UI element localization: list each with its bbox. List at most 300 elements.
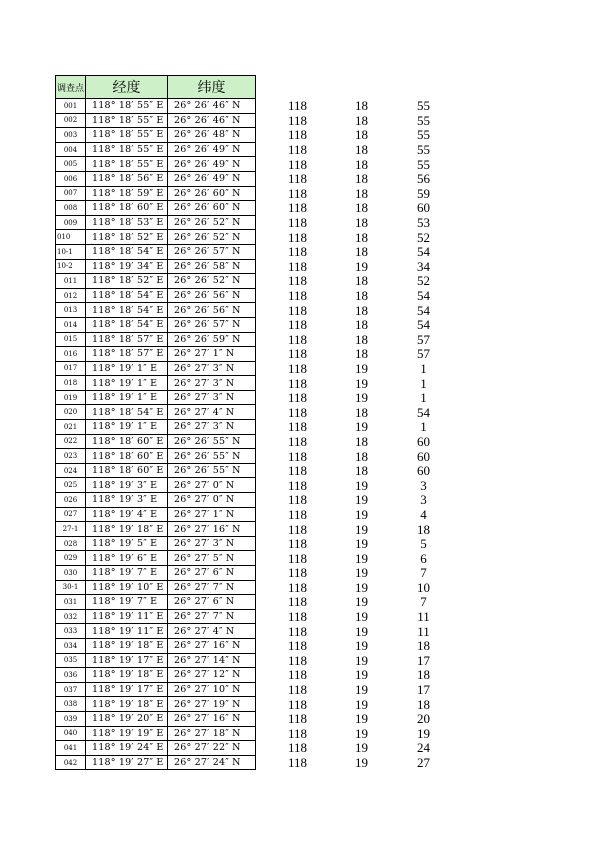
survey-point-id: 006 bbox=[56, 171, 86, 186]
minutes-cell: 19 bbox=[355, 682, 368, 697]
degrees-cell: 118 bbox=[287, 682, 308, 697]
longitude-cell: 118° 18′ 60″ E bbox=[86, 434, 168, 449]
minutes-cell: 19 bbox=[355, 419, 368, 435]
table-row bbox=[56, 522, 454, 537]
spacer-cell bbox=[256, 303, 266, 318]
longitude-cell: 118° 19′ 17″ E bbox=[86, 653, 168, 668]
seconds-cell: 55 bbox=[417, 127, 430, 143]
longitude-cell: 118° 18′ 54″ E bbox=[86, 288, 168, 303]
survey-point-id: 029 bbox=[56, 551, 86, 566]
header-row bbox=[56, 76, 454, 99]
longitude-cell: 118° 19′ 7″ E bbox=[86, 566, 168, 581]
table-row bbox=[56, 551, 454, 566]
seconds-cell: 11 bbox=[417, 623, 430, 639]
seconds-cell: 34 bbox=[417, 259, 430, 274]
latitude-cell: 26° 26′ 56″ N bbox=[168, 288, 256, 303]
minutes-cell: 18 bbox=[355, 127, 368, 143]
longitude-cell: 118° 19′ 18″ E bbox=[86, 638, 168, 653]
longitude-cell: 118° 19′ 6″ E bbox=[86, 551, 168, 566]
spacer-cell bbox=[256, 99, 266, 114]
degrees-cell: 118 bbox=[287, 477, 308, 493]
latitude-cell: 26° 27′ 6″ N bbox=[168, 566, 256, 581]
spacer-cell bbox=[256, 566, 266, 581]
minutes-cell: 19 bbox=[355, 477, 368, 493]
table-row bbox=[56, 668, 454, 683]
longitude-cell: 118° 19′ 5″ E bbox=[86, 536, 168, 551]
degrees-cell: 118 bbox=[287, 142, 308, 157]
table-row bbox=[56, 566, 454, 581]
degrees-cell: 118 bbox=[287, 375, 308, 391]
longitude-cell: 118° 18′ 59″ E bbox=[86, 186, 168, 201]
degrees-cell: 118 bbox=[287, 609, 308, 624]
survey-point-id: 30-1 bbox=[56, 580, 86, 595]
spacer-cell bbox=[256, 755, 266, 770]
survey-point-id: 008 bbox=[56, 201, 86, 216]
minutes-cell: 19 bbox=[355, 390, 368, 405]
degrees-cell: 118 bbox=[287, 696, 308, 712]
spacer-cell bbox=[256, 361, 266, 376]
minutes-cell: 19 bbox=[355, 667, 368, 683]
degrees-cell: 118 bbox=[287, 448, 308, 464]
survey-point-id: 009 bbox=[56, 215, 86, 230]
seconds-cell: 54 bbox=[417, 317, 430, 332]
spacer-cell bbox=[256, 493, 266, 508]
degrees-cell: 118 bbox=[287, 740, 308, 756]
minutes-cell: 19 bbox=[355, 361, 368, 376]
spacer-cell bbox=[256, 741, 266, 756]
latitude-cell: 26° 26′ 56″ N bbox=[168, 303, 256, 318]
spacer-cell bbox=[256, 595, 266, 610]
table-row bbox=[56, 186, 454, 201]
seconds-cell: 4 bbox=[420, 507, 427, 522]
seconds-cell: 18 bbox=[417, 667, 430, 683]
spacer-cell bbox=[256, 551, 266, 566]
survey-point-id: 018 bbox=[56, 376, 86, 391]
minutes-cell: 19 bbox=[355, 565, 368, 581]
latitude-cell: 26° 26′ 59″ N bbox=[168, 332, 256, 347]
minutes-cell: 18 bbox=[355, 113, 368, 128]
seconds-cell: 10 bbox=[417, 580, 430, 595]
spacer-cell bbox=[256, 186, 266, 201]
seconds-cell: 54 bbox=[417, 244, 430, 260]
table-row bbox=[56, 609, 454, 624]
seconds-cell: 56 bbox=[417, 171, 430, 187]
seconds-cell: 1 bbox=[420, 375, 427, 391]
latitude-cell: 26° 26′ 57″ N bbox=[168, 244, 256, 259]
longitude-cell: 118° 18′ 57″ E bbox=[86, 332, 168, 347]
minutes-cell: 18 bbox=[355, 142, 368, 157]
longitude-cell: 118° 19′ 34″ E bbox=[86, 259, 168, 274]
longitude-cell: 118° 18′ 55″ E bbox=[86, 142, 168, 157]
minutes-cell: 18 bbox=[355, 317, 368, 332]
latitude-cell: 26° 26′ 46″ N bbox=[168, 99, 256, 114]
table-row bbox=[56, 215, 454, 230]
table-row bbox=[56, 638, 454, 653]
table-row bbox=[56, 595, 454, 610]
longitude-cell: 118° 18′ 60″ E bbox=[86, 201, 168, 216]
spacer-cell bbox=[256, 420, 266, 435]
survey-point-id: 037 bbox=[56, 682, 86, 697]
survey-point-id: 036 bbox=[56, 668, 86, 683]
table-row bbox=[56, 171, 454, 186]
survey-point-id: 003 bbox=[56, 128, 86, 143]
survey-point-id: 001 bbox=[56, 99, 86, 114]
survey-point-id: 041 bbox=[56, 741, 86, 756]
table-row bbox=[56, 113, 454, 128]
spacer-cell bbox=[256, 215, 266, 230]
seconds-cell: 18 bbox=[417, 638, 430, 654]
table-row bbox=[56, 303, 454, 318]
spacer-cell bbox=[256, 507, 266, 522]
seconds-cell: 17 bbox=[417, 682, 430, 697]
table-row bbox=[56, 201, 454, 216]
longitude-cell: 118° 19′ 1″ E bbox=[86, 361, 168, 376]
seconds-cell: 52 bbox=[417, 273, 430, 289]
degrees-cell: 118 bbox=[287, 200, 308, 216]
seconds-cell: 55 bbox=[417, 156, 430, 172]
spacer-cell bbox=[256, 434, 266, 449]
survey-point-id: 033 bbox=[56, 624, 86, 639]
survey-point-id: 004 bbox=[56, 142, 86, 157]
spacer-cell bbox=[256, 638, 266, 653]
latitude-cell: 26° 27′ 18″ N bbox=[168, 726, 256, 741]
degrees-cell: 118 bbox=[287, 346, 308, 362]
table-row bbox=[56, 741, 454, 756]
degrees-cell: 118 bbox=[287, 186, 308, 201]
minutes-cell: 18 bbox=[355, 215, 368, 230]
degrees-cell: 118 bbox=[287, 332, 308, 347]
degrees-cell: 118 bbox=[287, 434, 308, 449]
longitude-cell: 118° 19′ 3″ E bbox=[86, 478, 168, 493]
longitude-cell: 118° 19′ 24″ E bbox=[86, 741, 168, 756]
latitude-cell: 26° 27′ 3″ N bbox=[168, 420, 256, 435]
minutes-cell: 18 bbox=[355, 244, 368, 260]
table-row bbox=[56, 624, 454, 639]
longitude-cell: 118° 18′ 52″ E bbox=[86, 230, 168, 245]
degrees-cell: 118 bbox=[287, 536, 308, 551]
minutes-cell: 18 bbox=[355, 200, 368, 216]
longitude-cell: 118° 18′ 54″ E bbox=[86, 405, 168, 420]
minutes-cell: 18 bbox=[355, 434, 368, 449]
survey-point-id: 017 bbox=[56, 361, 86, 376]
degrees-cell: 118 bbox=[287, 127, 308, 143]
minutes-cell: 19 bbox=[355, 638, 368, 654]
longitude-cell: 118° 19′ 18″ E bbox=[86, 697, 168, 712]
spacer-cell bbox=[256, 274, 266, 289]
seconds-cell: 5 bbox=[420, 536, 427, 551]
spacer-cell bbox=[256, 113, 266, 128]
longitude-cell: 118° 19′ 27″ E bbox=[86, 755, 168, 770]
latitude-cell: 26° 26′ 49″ N bbox=[168, 171, 256, 186]
minutes-cell: 19 bbox=[355, 550, 368, 566]
seconds-cell: 1 bbox=[420, 390, 427, 405]
minutes-cell: 18 bbox=[355, 98, 368, 114]
spacer-cell bbox=[256, 259, 266, 274]
spacer-cell bbox=[256, 668, 266, 683]
latitude-cell: 26° 27′ 16″ N bbox=[168, 711, 256, 726]
minutes-cell: 19 bbox=[355, 580, 368, 595]
degrees-cell: 118 bbox=[287, 419, 308, 435]
minutes-cell: 19 bbox=[355, 711, 368, 727]
latitude-cell: 26° 27′ 19″ N bbox=[168, 697, 256, 712]
table-row bbox=[56, 288, 454, 303]
survey-point-id: 031 bbox=[56, 595, 86, 610]
minutes-cell: 18 bbox=[355, 302, 368, 318]
seconds-cell: 1 bbox=[420, 361, 427, 376]
latitude-cell: 26° 27′ 12″ N bbox=[168, 668, 256, 683]
latitude-header: 纬度 bbox=[168, 76, 256, 99]
longitude-cell: 118° 19′ 11″ E bbox=[86, 609, 168, 624]
survey-point-id: 023 bbox=[56, 449, 86, 464]
minutes-cell: 19 bbox=[355, 609, 368, 624]
seconds-cell: 52 bbox=[417, 229, 430, 245]
seconds-cell: 54 bbox=[417, 302, 430, 318]
longitude-cell: 118° 19′ 4″ E bbox=[86, 507, 168, 522]
table-row bbox=[56, 317, 454, 332]
latitude-cell: 26° 27′ 16″ N bbox=[168, 638, 256, 653]
degrees-cell: 118 bbox=[287, 623, 308, 639]
spacer-cell bbox=[256, 376, 266, 391]
longitude-cell: 118° 18′ 56″ E bbox=[86, 171, 168, 186]
degrees-cell: 118 bbox=[287, 390, 308, 405]
minutes-cell: 18 bbox=[355, 186, 368, 201]
seconds-cell: 20 bbox=[417, 711, 430, 727]
minutes-cell: 18 bbox=[355, 171, 368, 187]
latitude-cell: 26° 26′ 52″ N bbox=[168, 230, 256, 245]
spacer-cell bbox=[256, 609, 266, 624]
table-row bbox=[56, 420, 454, 435]
degrees-cell: 118 bbox=[287, 580, 308, 595]
degrees-cell: 118 bbox=[287, 273, 308, 289]
longitude-cell: 118° 19′ 17″ E bbox=[86, 682, 168, 697]
survey-point-id: 024 bbox=[56, 463, 86, 478]
seconds-cell: 18 bbox=[417, 521, 430, 537]
survey-point-id: 021 bbox=[56, 420, 86, 435]
minutes-cell: 19 bbox=[355, 594, 368, 610]
latitude-cell: 26° 27′ 4″ N bbox=[168, 624, 256, 639]
minutes-cell: 19 bbox=[355, 623, 368, 639]
seconds-cell: 27 bbox=[417, 755, 430, 770]
seconds-cell: 7 bbox=[420, 565, 427, 581]
survey-point-id: 27-1 bbox=[56, 522, 86, 537]
minutes-cell: 19 bbox=[355, 740, 368, 756]
table-row bbox=[56, 711, 454, 726]
longitude-cell: 118° 19′ 10″ E bbox=[86, 580, 168, 595]
survey-point-id: 034 bbox=[56, 638, 86, 653]
table-row bbox=[56, 128, 454, 143]
survey-point-id: 027 bbox=[56, 507, 86, 522]
longitude-cell: 118° 19′ 1″ E bbox=[86, 376, 168, 391]
spacer-cell bbox=[256, 390, 266, 405]
degrees-cell: 118 bbox=[287, 726, 308, 741]
survey-point-header: 调查点 bbox=[56, 76, 86, 99]
longitude-cell: 118° 18′ 54″ E bbox=[86, 303, 168, 318]
longitude-cell: 118° 18′ 55″ E bbox=[86, 99, 168, 114]
seconds-cell: 55 bbox=[417, 113, 430, 128]
minutes-cell: 19 bbox=[355, 507, 368, 522]
longitude-cell: 118° 19′ 18″ E bbox=[86, 668, 168, 683]
degrees-cell: 118 bbox=[287, 113, 308, 128]
latitude-cell: 26° 27′ 3″ N bbox=[168, 376, 256, 391]
table-row bbox=[56, 755, 454, 770]
degrees-cell: 118 bbox=[287, 361, 308, 376]
table-row bbox=[56, 259, 454, 274]
degrees-cell: 118 bbox=[287, 521, 308, 537]
seconds-cell: 57 bbox=[417, 332, 430, 347]
table-row bbox=[56, 274, 454, 289]
latitude-cell: 26° 27′ 7″ N bbox=[168, 580, 256, 595]
table-row bbox=[56, 405, 454, 420]
seconds-cell: 53 bbox=[417, 215, 430, 230]
minutes-cell: 19 bbox=[355, 521, 368, 537]
longitude-cell: 118° 18′ 55″ E bbox=[86, 128, 168, 143]
table-row bbox=[56, 390, 454, 405]
degrees-cell: 118 bbox=[287, 463, 308, 478]
latitude-cell: 26° 26′ 55″ N bbox=[168, 434, 256, 449]
survey-point-id: 013 bbox=[56, 303, 86, 318]
survey-point-id: 022 bbox=[56, 434, 86, 449]
seconds-cell: 60 bbox=[417, 448, 430, 464]
latitude-cell: 26° 27′ 10″ N bbox=[168, 682, 256, 697]
longitude-cell: 118° 18′ 55″ E bbox=[86, 157, 168, 172]
survey-point-id: 020 bbox=[56, 405, 86, 420]
table-row bbox=[56, 478, 454, 493]
latitude-cell: 26° 26′ 55″ N bbox=[168, 449, 256, 464]
longitude-cell: 118° 19′ 1″ E bbox=[86, 390, 168, 405]
spacer-cell bbox=[256, 536, 266, 551]
longitude-cell: 118° 18′ 60″ E bbox=[86, 449, 168, 464]
seconds-cell: 1 bbox=[420, 419, 427, 435]
minutes-cell: 19 bbox=[355, 375, 368, 391]
degrees-cell: 118 bbox=[287, 404, 308, 420]
survey-point-id: 026 bbox=[56, 493, 86, 508]
survey-point-id: 042 bbox=[56, 755, 86, 770]
longitude-cell: 118° 18′ 54″ E bbox=[86, 317, 168, 332]
survey-point-id: 010 bbox=[56, 230, 86, 245]
longitude-header: 经度 bbox=[86, 76, 168, 99]
table-row bbox=[56, 536, 454, 551]
longitude-cell: 118° 18′ 54″ E bbox=[86, 244, 168, 259]
seconds-cell: 3 bbox=[420, 477, 427, 493]
spacer-cell bbox=[256, 201, 266, 216]
degrees-cell: 118 bbox=[287, 215, 308, 230]
table-row bbox=[56, 434, 454, 449]
latitude-cell: 26° 26′ 60″ N bbox=[168, 186, 256, 201]
longitude-cell: 118° 18′ 57″ E bbox=[86, 347, 168, 362]
degrees-cell: 118 bbox=[287, 755, 308, 770]
survey-point-id: 028 bbox=[56, 536, 86, 551]
latitude-cell: 26° 27′ 22″ N bbox=[168, 741, 256, 756]
minutes-cell: 19 bbox=[355, 259, 368, 274]
latitude-cell: 26° 26′ 60″ N bbox=[168, 201, 256, 216]
seconds-cell: 60 bbox=[417, 463, 430, 478]
spacer-cell bbox=[256, 244, 266, 259]
degrees-cell: 118 bbox=[287, 711, 308, 727]
spacer-cell bbox=[256, 478, 266, 493]
survey-point-id: 005 bbox=[56, 157, 86, 172]
seconds-cell: 57 bbox=[417, 346, 430, 362]
minutes-cell: 19 bbox=[355, 696, 368, 712]
degrees-cell: 118 bbox=[287, 171, 308, 187]
table-row bbox=[56, 507, 454, 522]
spacer-cell bbox=[256, 580, 266, 595]
degrees-cell: 118 bbox=[287, 302, 308, 318]
minutes-cell: 18 bbox=[355, 346, 368, 362]
seconds-cell: 54 bbox=[417, 288, 430, 303]
degrees-cell: 118 bbox=[287, 288, 308, 303]
spacer-cell bbox=[256, 157, 266, 172]
seconds-cell: 55 bbox=[417, 142, 430, 157]
longitude-cell: 118° 19′ 11″ E bbox=[86, 624, 168, 639]
survey-point-id: 039 bbox=[56, 711, 86, 726]
latitude-cell: 26° 26′ 49″ N bbox=[168, 142, 256, 157]
minutes-cell: 19 bbox=[355, 653, 368, 668]
seconds-cell: 24 bbox=[417, 740, 430, 756]
spacer-cell bbox=[256, 463, 266, 478]
survey-point-id: 011 bbox=[56, 274, 86, 289]
seconds-cell: 59 bbox=[417, 186, 430, 201]
latitude-cell: 26° 27′ 24″ N bbox=[168, 755, 256, 770]
degrees-cell: 118 bbox=[287, 550, 308, 566]
spacer-cell bbox=[256, 230, 266, 245]
minutes-cell: 19 bbox=[355, 726, 368, 741]
latitude-cell: 26° 26′ 49″ N bbox=[168, 157, 256, 172]
survey-point-id: 030 bbox=[56, 566, 86, 581]
coordinates-table bbox=[55, 75, 454, 770]
spacer-cell bbox=[256, 171, 266, 186]
minutes-cell: 19 bbox=[355, 755, 368, 770]
longitude-cell: 118° 18′ 60″ E bbox=[86, 463, 168, 478]
degrees-cell: 118 bbox=[287, 594, 308, 610]
minutes-cell: 18 bbox=[355, 448, 368, 464]
survey-point-id: 007 bbox=[56, 186, 86, 201]
survey-point-id: 012 bbox=[56, 288, 86, 303]
spacer-cell bbox=[256, 697, 266, 712]
seconds-cell: 17 bbox=[417, 653, 430, 668]
latitude-cell: 26° 26′ 52″ N bbox=[168, 215, 256, 230]
seconds-cell: 60 bbox=[417, 200, 430, 216]
table-row bbox=[56, 697, 454, 712]
latitude-cell: 26° 27′ 14″ N bbox=[168, 653, 256, 668]
table-row bbox=[56, 493, 454, 508]
seconds-cell: 19 bbox=[417, 726, 430, 741]
degrees-cell: 118 bbox=[287, 317, 308, 332]
table-row bbox=[56, 463, 454, 478]
minutes-cell: 19 bbox=[355, 536, 368, 551]
minutes-cell: 19 bbox=[355, 492, 368, 508]
minutes-cell: 18 bbox=[355, 273, 368, 289]
degrees-cell: 118 bbox=[287, 244, 308, 260]
longitude-cell: 118° 19′ 19″ E bbox=[86, 726, 168, 741]
spacer-cell bbox=[256, 653, 266, 668]
spacer-cell bbox=[256, 726, 266, 741]
survey-point-id: 016 bbox=[56, 347, 86, 362]
table-row bbox=[56, 142, 454, 157]
spacer-cell bbox=[256, 449, 266, 464]
minutes-cell: 18 bbox=[355, 404, 368, 420]
longitude-cell: 118° 19′ 18″ E bbox=[86, 522, 168, 537]
seconds-cell: 55 bbox=[417, 98, 430, 114]
survey-points-sheet bbox=[55, 75, 454, 770]
spacer-cell bbox=[256, 128, 266, 143]
latitude-cell: 26° 26′ 57″ N bbox=[168, 317, 256, 332]
minutes-cell: 18 bbox=[355, 156, 368, 172]
spacer-cell bbox=[256, 522, 266, 537]
latitude-cell: 26° 26′ 46″ N bbox=[168, 113, 256, 128]
seconds-cell: 11 bbox=[417, 609, 430, 624]
table-row bbox=[56, 332, 454, 347]
degrees-cell: 118 bbox=[287, 565, 308, 581]
